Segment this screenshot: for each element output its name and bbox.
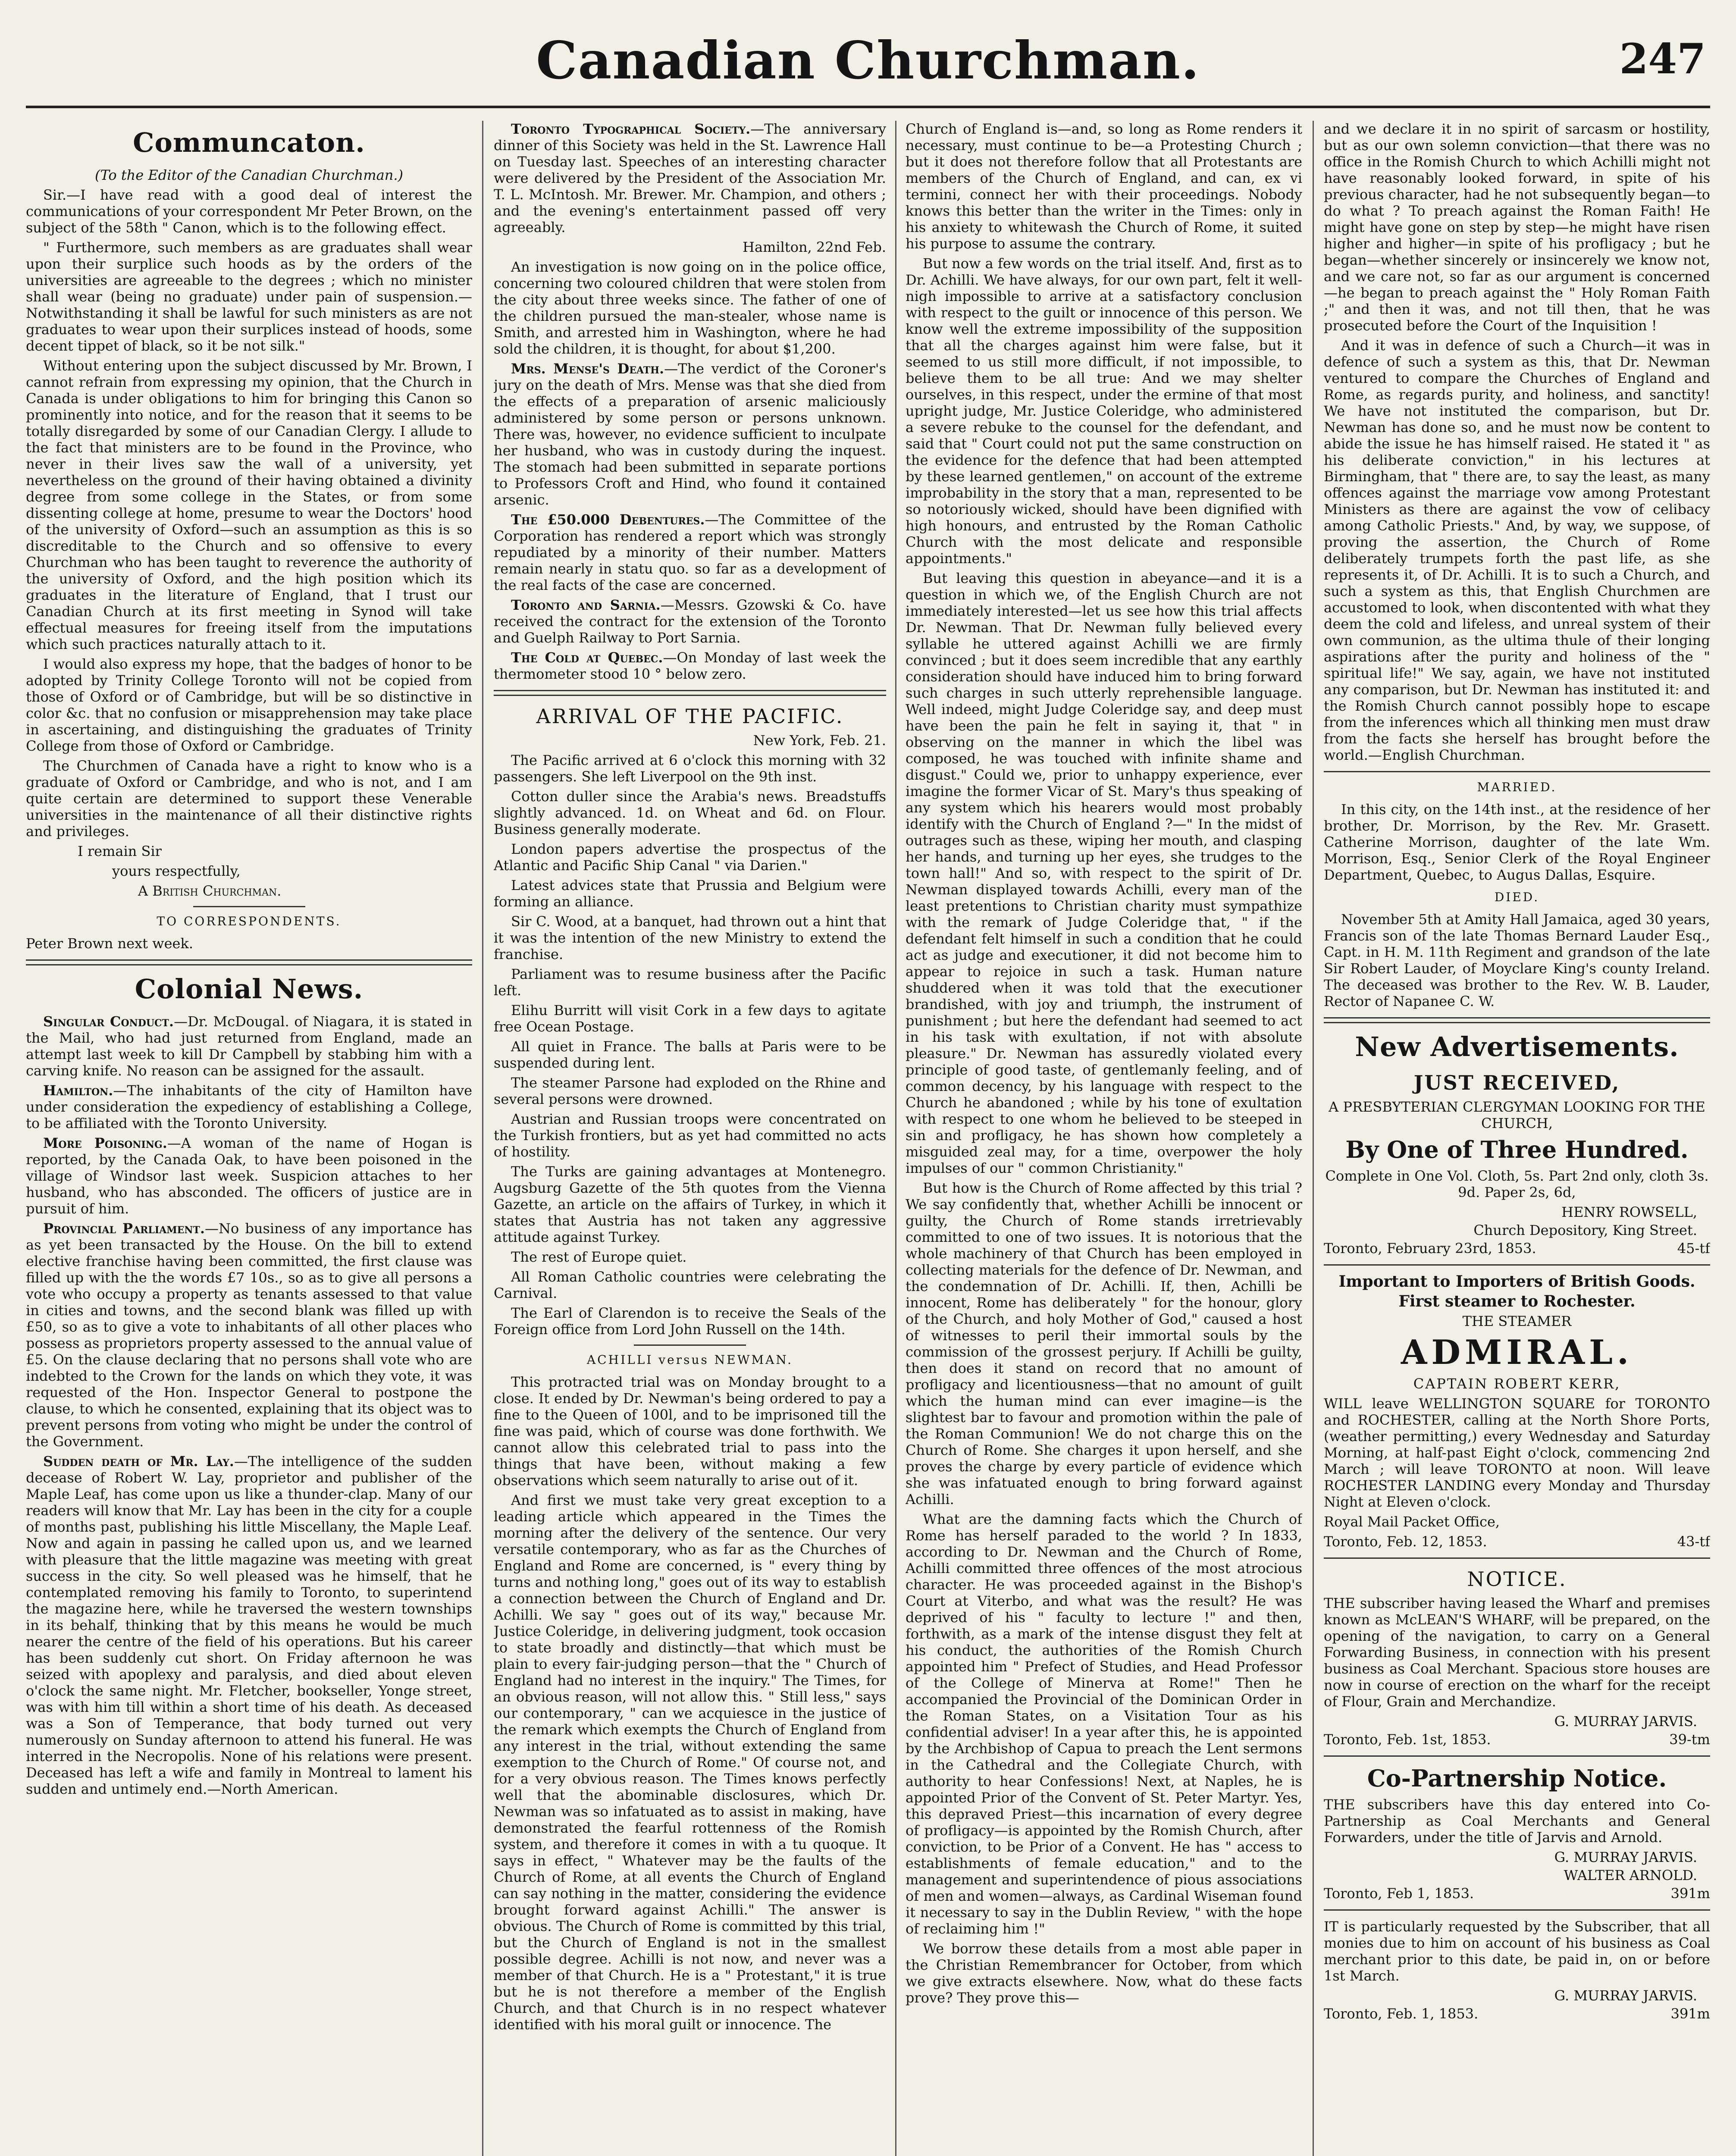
divider [1324, 1264, 1710, 1266]
divider [1324, 771, 1710, 772]
ad-dateline [1324, 1240, 1710, 1257]
ad-signature: G. MURRAY JARVIS. [1554, 1987, 1697, 2004]
ad-title: Co-Partnership Notice. [1367, 1764, 1667, 1792]
pacific-heading: ARRIVAL OF THE PACIFIC. [536, 705, 844, 728]
signoff-line: yours respectfully, [112, 863, 241, 879]
achilli-heading: ACHILLI versus NEWMAN. [587, 1353, 793, 1367]
pacific-para: The rest of Europe quiet. [511, 1249, 687, 1265]
news-item [494, 121, 886, 235]
ad-date: Toronto, February 23rd, 1853. [1324, 1240, 1536, 1257]
masthead [26, 17, 1710, 116]
pacific-para: Cotton duller since the Arabia's news. Breadstuffs slightly advanced. 1d. on Wheat and 6d. on Flour. Business generally moderate. [494, 788, 886, 837]
divider [1324, 1755, 1710, 1757]
column-divider [482, 121, 483, 2156]
ad-office: Royal Mail Packet Office, [1324, 1514, 1500, 1530]
news-lead: The £50.000 Debentures. [511, 511, 705, 528]
news-text: —The anniversary dinner of this Society was held in the St. Lawrence Hall on Tuesday last. Speeches of an interesting character were delivered by the President of the Association Mr. T. L. McIntosh. Mr. Brewer. Mr. Champion, and others ; and the evening's entertainment passed off very agreeably. [494, 121, 886, 235]
ad-copartnership [1324, 1764, 1710, 1902]
ad-seller-place: Church Depository, King Street. [1473, 1222, 1697, 1238]
ad-date: Toronto, Feb. 12, 1853. [1324, 1533, 1487, 1550]
communication-para: Sir.—I have read with a good deal of interest the communications of your correspondent Mr Peter Brown, on the subject of the 58th " Canon, which is to the following effect. [26, 187, 472, 236]
news-lead: The Cold at Quebec. [511, 649, 663, 666]
married-text: In this city, on the 14th inst., at the residence of her brother, Dr. Morrison, by the Rev. Mr. Grasett. Catherine Morrison, daughter of the late Wm. Morrison, Esq., Senior Clerk of the Royal Engineer Department, Quebec, to Augus Dallas, Esquire. [1324, 801, 1710, 883]
pacific-para: Austrian and Russian troops were concentrated on the Turkish frontiers, but as yet had committed no acts of hostility. [494, 1111, 886, 1160]
divider [193, 906, 305, 907]
column-2 [494, 121, 886, 2156]
ad-ship-name: ADMIRAL. [1401, 1333, 1633, 1372]
news-lead: Mrs. Mense's Death. [511, 360, 664, 377]
news-lead: Toronto and Sarnia. [511, 597, 661, 613]
article-para: We borrow these details from a most able paper in the Christian Remembrancer for October, from which we give extracts elsewhere. Now, what do these facts prove? They prove this— [906, 1940, 1302, 2006]
news-text: —The intelligence of the sudden decease of Robert W. Lay, proprietor and publisher of the Maple Leaf, has come upon us like a thunder-clap. Many of our readers will know that Mr. Lay has been in the city for a couple of months past, publishing his little Miscellany, the Maple Leaf. Now and again in passing he called upon us, and we learned with pleasure that the little magazine was meeting with great success in the city. So well pleased was he himself, that he contemplated removing his family to Toronto, to superintend the magazine here, while he traversed the western townships in its behalf, thinking that by this means he would be much nearer the centre of the field of his operations. But his career has been suddenly cut short. On Friday afternoon he was seized with apoplexy and paralysis, and died about eleven o'clock the same night. Mr. Fletcher, bookseller, Yonge street, was with him till within a short time of his death. As deceased was a Son of Temperance, that body turned out very numerously on Sunday afternoon to attend his funeral. He was interred in the Necropolis. None of his relations were present. Deceased has left a wife and family in Montreal to lament his sudden and untimely end.—North American. [26, 1453, 472, 1797]
correspondents-text: Peter Brown next week. [26, 935, 193, 952]
column-4 [1324, 121, 1710, 2156]
ad-dateline [1324, 1885, 1710, 1902]
communication-para: Without entering upon the subject discussed by Mr. Brown, I cannot refrain from expressing my opinion, that the Church in Canada is under obligations to him for bringing this Canon so prominently into notice, and for the reason that it seems to be totally disregarded by some of our Canadian Clergy. I allude to the fact that ministers are to be found in the Province, who never in their lives saw the wall of a university, yet nevertheless on the ground of their having obtained a divinity degree from some college in the States, or from some dissenting college at home, presume to wear the Doctors' hood of the university of Oxford—such an assumption as this is so discreditable to the Church and so offensive to every Churchman who has been taught to reverence the authority of the university of Oxford, and the high position which its graduates in the literature of England, that I trust our Canadian Church at its first meeting in Synod will take effectual measures for freeing itself from the imputations which such practices naturally attach to it. [26, 357, 472, 652]
pacific-para: The Turks are gaining advantages at Montenegro. Augsburg Gazette of the 5th quotes from the Vienna Gazette, an article on the affairs of Turkey, in which it states that Austria has not taken any aggressive attitude against Turkey. [494, 1163, 886, 1245]
ad-details: Complete in One Vol. Cloth, 5s. Part 2nd only, cloth 3s. 9d. Paper 2s, 6d, [1325, 1168, 1709, 1200]
news-text: —The inhabitants of the city of Hamilton have under consideration the expediency of establishing a College, to be affiliated with the Toronto University. [26, 1082, 472, 1131]
ad-just-received [1324, 1071, 1710, 1257]
ad-code: 43-tf [1677, 1533, 1710, 1550]
ad-date: Toronto, Feb. 1st, 1853. [1324, 1731, 1491, 1748]
column-1 [26, 121, 472, 2156]
ad-pre: THE STEAMER [1462, 1313, 1572, 1329]
news-item [494, 597, 886, 646]
article-para: But how is the Church of Rome affected by this trial ? We say confidently that, whether Achilli be innocent or guilty, the Church of Rome stands irretrievably committed to one of two issues. It is notorious that the whole machinery of that Church has been employed in collecting materials for the defence of Dr. Newman, and the condemnation of Dr. Achilli. If, then, Achilli be innocent, Rome has deliberately " for the honour, glory of the Church, and holy Mother of God," caused a host of witnesses to peril their immortal souls by the commission of the grossest perjury. If Achilli be guilty, then does it stand on record that no amount of profligacy and licentiousness—that no amount of guilt which the human mind can ever imagine—is the slightest bar to favour and promotion within the pale of the Roman Communion! We do not charge this on the Church of Rome. She charges it upon herself, and she proves the charge by every particle of evidence which she was infatuated enough to bring forward against Achilli. [906, 1180, 1302, 1507]
communication-para: " Furthermore, such members as are graduates shall wear upon their surplice such hoods as by the orders of the universities are agreeable to the degrees ; which no minister shall wear (being no graduate) under pain of suspension.—Notwithstanding it shall be lawful for such ministers as are not graduates to wear upon their surplices instead of hoods, some decent tippet of black, so it be not silk." [26, 239, 472, 354]
ad-signature: G. MURRAY JARVIS. [1554, 1713, 1697, 1730]
news-text: Hamilton, 22nd Feb. [743, 239, 886, 255]
news-item [26, 1135, 472, 1217]
ad-code: 45-tf [1677, 1240, 1710, 1257]
ad-title: JUST RECEIVED, [1413, 1071, 1620, 1094]
news-lead: More Poisoning. [43, 1135, 167, 1151]
article-para: And it was in defence of such a Church—it was in defence of such a system as this, that Dr. Newman ventured to compare the Churches of England and Rome, as regards purity, and holiness, and sanctity! We have not instituted the comparison, but Dr. Newman has done so, and he must now be content to abide the issue he has himself raised. He stated it " as his deliberate conviction," in his lectures at Birmingham, that " there are, to say the least, as many offences against the marriage vow among Protestant Ministers as there are against the vow of celibacy among Catholic Priests." And, by way, we suppose, of proving the assertion, the Church of Rome deliberately trumpets forth the past life, as she represents it, of Dr. Achilli. It is to such a Church, and such a system as this, that English Churchmen are accustomed to look, when discontented with what they deem the cold and lifeless, and unreal system of their own communion, as the ultima thule of their longing aspirations after the purity and holiness of the " spiritual life!" We say, again, we have not instituted any comparison, but Dr. Newman has instituted it: and the Romish Church cannot possibly hope to escape from the inferences which all thinking men must draw from the facts she herself has brought before the world.—English Churchman. [1324, 337, 1710, 763]
ad-dateline [1324, 1731, 1710, 1748]
news-text: —Messrs. Gzowski & Co. have received the contract for the extension of the Toronto and Guelph Railway to Port Sarnia. [494, 597, 886, 646]
divider [1324, 1557, 1710, 1559]
divider [1324, 1909, 1710, 1911]
pacific-para: All quiet in France. The balls at Paris were to be suspended during lent. [494, 1038, 886, 1071]
news-item [494, 360, 886, 508]
news-text: —A woman of the name of Hogan is reported, by the Canada Oak, to have been poisoned in the village of Windsor last week. Suspicion attaches to her husband, who has absconded. The officers of justice are in pursuit of him. [26, 1135, 472, 1217]
pacific-para: Parliament was to resume business after the Pacific left. [494, 966, 886, 999]
ad-code: 391m [1670, 1885, 1710, 1902]
news-text: —The Committee of the Corporation has rendered a report which was strongly repudiated by a minority of their number. Matters remain nearly in statu quo. so far as a development of the real facts of the case are concerned. [494, 511, 886, 593]
divider [634, 1344, 746, 1346]
news-lead: Singular Conduct. [43, 1013, 174, 1030]
news-text: —No business of any importance has as yet been transacted by the House. On the bill to extend elective franchise having been committed, the first clause was filled up with the the words £7 10s., so as to give all persons a vote who occupy a property as tenants assessed to that value in cities and towns, and the second blank was filled up with £50, so as to give a vote to inhabitants of all other places who possess as proprietors property assessed to the annual value of £5. On the clause declaring that no persons shall vote who are indebted to the Crown for the lands on which they vote, it was requested of the Hon. Inspector General to postpone the clause, to which he consented, explaining that its object was to prevent persons from voting who might be under the control of the Government. [26, 1220, 472, 1450]
ad-text: THE subscribers have this day entered into Co-Partnership as Coal Merchants and General Forwarders, under the title of Jarvis and Arnold. [1324, 1796, 1710, 1846]
news-text: —The verdict of the Coroner's jury on the death of Mrs. Mense was that she died from the effects of a preparation of arsenic maliciously administered by some person or persons unknown. There was, however, no evidence sufficient to inculpate her husband, who was in custody during the inquest. The stomach had been submitted in separate portions to Professors Croft and Hind, who found it contained arsenic. [494, 360, 886, 508]
pacific-dateline: New York, Feb. 21. [753, 732, 886, 749]
page-number: 247 [1619, 34, 1706, 83]
news-lead: Sudden death of Mr. Lay. [43, 1453, 234, 1470]
divider [1324, 1017, 1710, 1023]
communication-para: The Churchmen of Canada have a right to know who is a graduate of Oxford or Cambridge, and who is not, and I am quite certain are determined to support these Venerable universities in the maintenance of all their distinctive rights and privileges. [26, 758, 472, 840]
news-lead: Hamilton. [43, 1082, 113, 1099]
ad-steamer-admiral [1324, 1273, 1710, 1550]
article-para: What are the damning facts which the Church of Rome has herself paraded to the world ? In 1833, according to Dr. Newman and the Church of Rome, Achilli committed three offences of the most atrocious character. He was proceeded against in the Bishop's Court at Viterbo, and what was the result? He was deprived of his " faculty to lecture !" and then, forthwith, as a mark of the intense disgust they felt at his conduct, the authorities of the Romish Church appointed him " Prefect of Studies, and Head Professor of the College of Minerva at Rome!" Then he accompanied the Provincial of the Dominican Order in the Roman States, on a Visitation Tour as his confidential adviser! In a year after this, he is appointed by the Archbishop of Capua to preach the Lent sermons in the Cathedral and the Collegiate Church, with authority to hear Confessions! Next, at Naples, he is appointed Prior of the Convent of St. Peter Martyr. Yes, this depraved Priest—this incarnation of every degree of profligacy—is appointed by the Romish Church, after conviction, to be Prior of a Convent. He has " access to establishments of female education," and to the management and superintendence of pious associations of men and women—always, as Cardinal Wiseman found it necessary to say in the Dublin Review, " with the hope of reclaiming him !" [906, 1511, 1302, 1937]
died-heading: DIED. [1494, 890, 1540, 904]
article-para: But now a few words on the trial itself. And, first as to Dr. Achilli. We have always, for our own part, felt it well-nigh impossible to arrive at a satisfactory conclusion with respect to the guilt or innocence of this person. We know well the extreme impossibility of the supposition that all the charges against him were false, but it seemed to us still more difficult, if not impossible, to believe them to be all true: And we may shelter ourselves, in this respect, under the ermine of that most upright judge, Mr. Justice Coleridge, who administered a severe rebuke to the counsel for the defendant, and said that " Court could not put the same construction on the evidence for the defence that had been attempted by these learned gentlemen," on account of the extreme improbability in the story that a man, represented to be so notoriously wicked, should have been dignified with high honours, and entrusted by the Roman Catholic Church with the most delicate and responsible appointments." [906, 255, 1302, 567]
news-item [494, 239, 886, 255]
pacific-para: London papers advertise the prospectus of the Atlantic and Pacific Ship Canal " via Darien." [494, 841, 886, 874]
signoff-line: I remain Sir [78, 843, 162, 859]
pacific-para: All Roman Catholic countries were celebrating the Carnival. [494, 1269, 886, 1301]
ad-code: 39-tm [1669, 1731, 1710, 1748]
achilli-para: And first we must take very great exception to a leading article which appeared in the Times the morning after the delivery of the sentence. Our very versatile contemporary, who as far as the Churches of England and Rome are concerned, is " every thing by turns and nothing long," goes out of its way to establish a connection between the Church of England and Dr. Achilli. We say " goes out of its way," because Mr. Justice Coleridge, in delivering judgment, took occasion to state broadly and distinctly—that which must be plain to every fair-judging person—that the " Church of England had no interest in the inquiry." The Times, for an obvious reason, will not allow this. " Still less," says our contemporary, " can we acquiesce in the justice of the remark which exempts the Church of England from any interest in the trial, without extending the same exemption to the Church of Rome." Of course not, and for a very obvious reason. The Times knows perfectly well that the abominable disclosures, which Dr. Newman was so infatuated as to assist in making, have demonstrated the fearful rottenness of the Romish system, and therefore it comes in with a tu quoque. It says in effect, " Whatever may be the faults of the Church of Rome, at all events the Church of England can say nothing in the matter, considering the evidence brought forward against Achilli." The answer is obvious. The Church of Rome is committed by this trial, but the Church of England is not in the smallest possible degree. Achilli is not now, and never was a member of that Church. He is a " Protestant," it is true but he is not therefore a member of the English Church, and that Church is in no respect whatever identified with his moral guilt or innocence. The [494, 1492, 886, 2033]
communication-heading: Communcaton. [133, 127, 365, 158]
ad-text: IT is particularly requested by the Subscriber, that all monies due to him on account of his business as Coal merchant prior to this date, be paid in, on or before 1st March. [1324, 1918, 1710, 1984]
married-heading: MARRIED. [1477, 780, 1557, 794]
pacific-para: The Earl of Clarendon is to receive the Seals of the Foreign office from Lord John Russell on the 14th. [494, 1305, 886, 1338]
ad-code: 391m [1670, 2006, 1710, 2022]
pacific-para: Latest advices state that Prussia and Belgium were forming an alliance. [494, 877, 886, 910]
ad-byline: By One of Three Hundred. [1345, 1136, 1689, 1163]
pacific-para: Sir C. Wood, at a banquet, had thrown out a hint that it was the intention of the new Ministry to extend the franchise. [494, 913, 886, 962]
ad-subtitle: A PRESBYTERIAN CLERGYMAN LOOKING FOR THE CHURCH, [1329, 1099, 1705, 1131]
died-text: November 5th at Amity Hall Jamaica, aged 30 years, Francis son of the late Thomas Bernard Lauder Esq., Capt. in H. M. 11th Regiment and grandson of the late Sir Robert Lauder, of Moyclare King's county Ireland. The deceased was brother to the Rev. W. B. Lauder, Rector of Napanee C. W. [1324, 911, 1710, 1009]
ad-text: THE subscriber having leased the Wharf and premises known as McLEAN'S WHARF, will be prepared, on the opening of the navigation, to carry on a General Forwarding Business, in connection with his present business as Coal Merchant. Spacious store houses are now in course of erection on the wharf for the receipt of Flour, Grain and Merchandize. [1324, 1595, 1710, 1710]
news-text: —Dr. McDougal. of Niagara, it is stated in the Mail, who had just returned from England, made an attempt last week to kill Dr Campbell by stabbing him with a carving knife. No reason can be assigned for the assault. [26, 1013, 472, 1079]
news-item [26, 1013, 472, 1079]
article-para: But leaving this question in abeyance—and it is a question in which we, of the English Church are not immediately interested—let us see how this trial affects Dr. Newman. That Dr. Newman fully believed every syllable he uttered against Achilli we are firmly convinced ; but it does seem incredible that any earthly consideration should have induced him to bring forward such charges in such utterly reprehensible language. Well indeed, might Judge Coleridge say, and deep must have been the pain he felt in saying it, that " in observing on the manner in which the libel was composed, he was touched with infinite shame and disgust." Could we, prior to unhappy experience, ever imagine the former Vicar of St. Mary's thus speaking of any system which his hearers would most probably identify with the Church of England ?—" In the midst of outrages such as these, wiping her mouth, and clasping her hands, and turning up her eyes, she trudges to the town hall!" And so, with respect to the spirit of Dr. Newman displayed towards Achilli, every man of the least pretentions to Christian charity must sympathize with the remark of Judge Coleridge that, " if the defendant felt himself in such a condition that he could act as judge and executioner, it did not become him to appear to rejoice in such a task. Human nature shuddered when it was told that the executioner brandished, with joy and triumph, the instrument of punishment ; but here the defendant had seemed to act in his task with exultation, if not with absolute pleasure." Dr. Newman has assuredly violated every principle of good taste, of gentlemanly feeling, and of common decency, by his language with respect to the Church he abandoned ; while by his tone of exultation with respect to one whom he believed to be steeped in sin and profligacy, he has shown how completely a misguided zeal may, for a time, overpower the holy impulses of our " common Christianity." [906, 570, 1302, 1176]
divider [494, 690, 886, 696]
column-divider [895, 121, 896, 2156]
news-text: —On Monday of last week the thermometer stood 10 ° below zero. [494, 649, 886, 682]
news-text: An investigation is now going on in the police office, concerning two coloured children that were stolen from the city about three weeks since. The father of one of the children pursued the man-stealer, whose name is Smith, and arrested him in Washington, where he had sold the children, it is thought, for about $1,200. [494, 259, 886, 357]
ad-notice [1324, 1567, 1710, 1748]
news-item [26, 1082, 472, 1131]
news-lead: Toronto Typographical Society. [511, 121, 751, 137]
ad-signature: G. MURRAY JARVIS. [1554, 1849, 1697, 1865]
ad-signature: WALTER ARNOLD. [1564, 1867, 1697, 1883]
ad-date: Toronto, Feb 1, 1853. [1324, 1885, 1474, 1902]
ad-date: Toronto, Feb. 1, 1853. [1324, 2006, 1479, 2022]
newspaper-page [26, 17, 1710, 2156]
communication-intro: (To the Editor of the Canadian Churchman.) [95, 167, 403, 183]
ad-seller: HENRY ROWSELL, [1561, 1204, 1697, 1220]
colonial-news-heading: Colonial News. [135, 973, 363, 1005]
news-item [26, 1220, 472, 1450]
ad-monies-due [1324, 1918, 1710, 2022]
ad-dateline [1324, 1533, 1710, 1550]
pacific-para: The Pacific arrived at 6 o'clock this morning with 32 passengers. She left Liverpool on the 9th inst. [494, 752, 886, 785]
signoff-line: A British Churchman. [138, 883, 282, 899]
communication-para: I would also express my hope, that the badges of honor to be adopted by Trinity College Toronto will not be copied from those of Oxford or of Cambridge, but will be so distinctive in color &c. that no confusion or misapprehension may take place in ascertaining, and distinguishing the graduates of Trinity College from those of Oxford or Cambridge. [26, 656, 472, 754]
news-item [494, 259, 886, 357]
achilli-para: This protracted trial was on Monday brought to a close. It ended by Dr. Newman's being ordered to pay a fine to the Queen of 100l, and to be imprisoned till the fine was paid, which of course was done forthwith. We cannot allow this celebrated trial to pass into the things that have been, without making a few observations which seem naturally to arise out of it. [494, 1374, 886, 1489]
pacific-para: Elihu Burritt will visit Cork in a few days to agitate free Ocean Postage. [494, 1002, 886, 1035]
advertisements-heading: New Advertisements. [1355, 1031, 1679, 1062]
news-lead: Provincial Parliament. [43, 1220, 205, 1237]
ad-title: Important to Importers of British Goods. [1338, 1272, 1695, 1291]
masthead-rule [26, 106, 1710, 108]
newspaper-title: Canadian Churchman. [536, 30, 1200, 91]
pacific-para: The steamer Parsone had exploded on the Rhine and several persons were drowned. [494, 1075, 886, 1107]
ad-text: WILL leave WELLINGTON SQUARE for TORONTO and ROCHESTER, calling at the North Shore Ports, (weather permitting,) every Wednesday and Saturday Morning, at half-past Eight o'clock, commencing 2nd March ; will leave TORONTO at noon. Will leave ROCHESTER LANDING every Monday and Thursday Night at Eleven o'clock. [1324, 1395, 1710, 1510]
ad-captain: CAPTAIN ROBERT KERR, [1413, 1376, 1621, 1392]
article-para: Church of England is—and, so long as Rome renders it necessary, must continue to be—a Protesting Church ; but it does not therefore follow that all Protestants are members of the Church of England, and can, ex vi termini, connect her with their proceedings. Nobody knows this better than the writer in the Times: only in his anxiety to whitewash the Church of Rome, it suited his purpose to assume the contrary. [906, 121, 1302, 252]
article-para: and we declare it in no spirit of sarcasm or hostility, but as our own solemn conviction—that there was no office in the Romish Church to which Achilli might not have reasonably looked forward, in spite of his previous character, had he not subsequently began—to do what ? To preach against the Roman Faith! He might have gone on step by step—he might have risen higher and higher—in spite of his profligacy ; but he began—whether sincerely or insincerely we know not, and we care not, so far as our argument is concerned—he began to preach against the " Holy Roman Faith ;" and then it was, and not till then, that he was prosecuted before the Court of the Inquisition ! [1324, 121, 1710, 334]
correspondents-heading: TO CORRESPONDENTS. [157, 914, 342, 928]
ad-subtitle: First steamer to Rochester. [1398, 1292, 1636, 1310]
news-item [494, 649, 886, 682]
ad-dateline [1324, 2006, 1710, 2022]
news-item [494, 511, 886, 593]
divider [26, 959, 472, 965]
ad-title: NOTICE. [1467, 1567, 1567, 1591]
column-divider [1313, 121, 1314, 2156]
news-item [26, 1453, 472, 1797]
column-3 [906, 121, 1302, 2156]
